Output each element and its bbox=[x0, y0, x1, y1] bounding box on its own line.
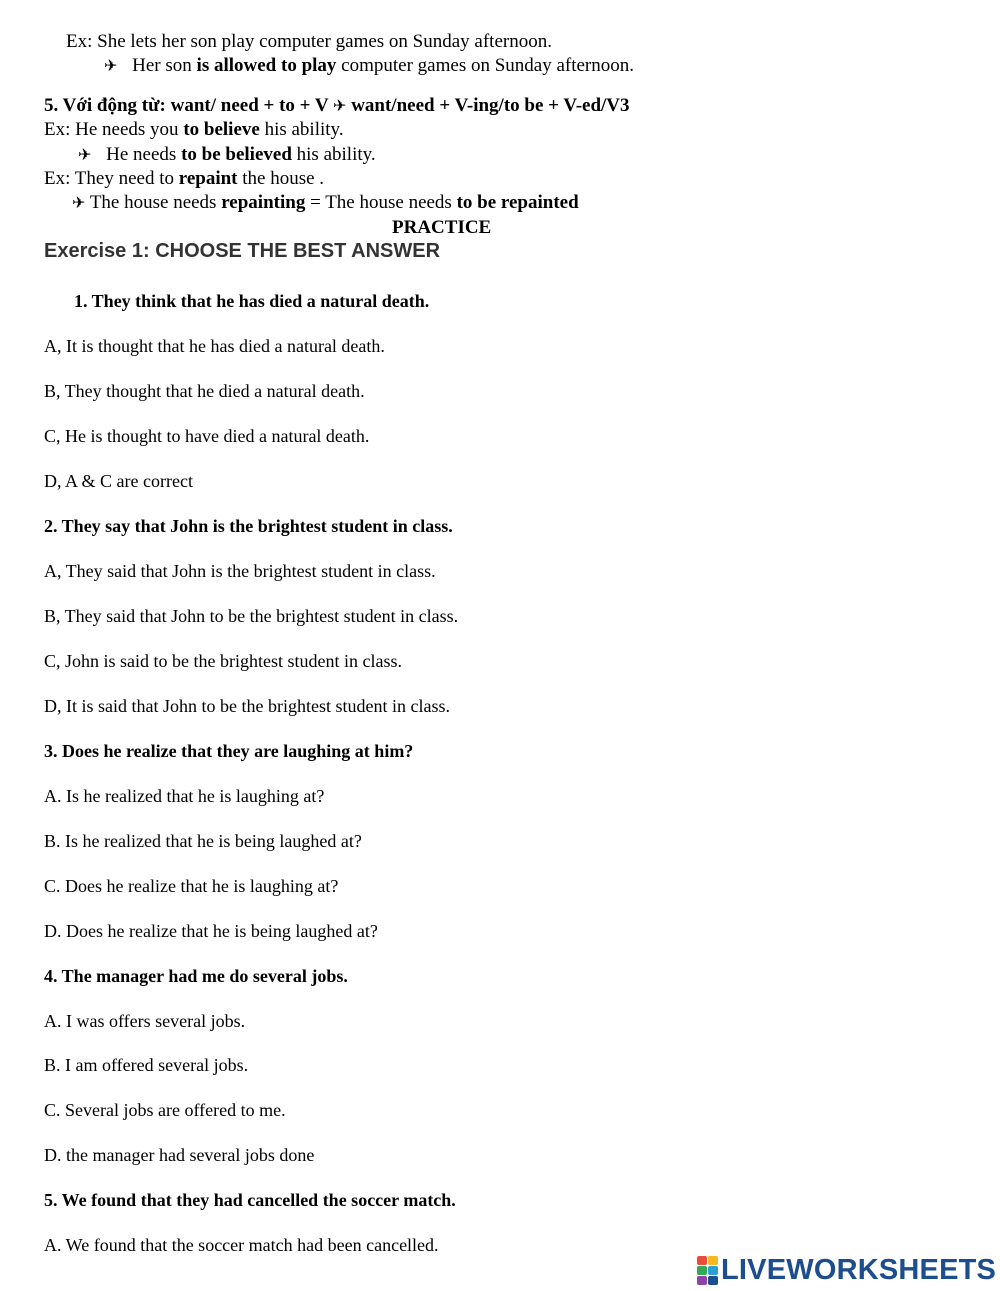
answer-option[interactable]: D. Does he realize that he is being laughed at? bbox=[44, 921, 378, 941]
exercise-title: Exercise 1: CHOOSE THE BEST ANSWER bbox=[44, 240, 441, 262]
rule-heading: 5. Với động từ: want/ need + to + V ✈ want/need + V-ing/to be + V-ed/V3 bbox=[44, 95, 630, 116]
answer-option[interactable]: C. Does he realize that he is laughing at? bbox=[44, 876, 339, 896]
question-stem: 4. The manager had me do several jobs. bbox=[44, 966, 348, 986]
answer-option[interactable]: B. I am offered several jobs. bbox=[44, 1055, 249, 1075]
answer-option[interactable]: D, It is said that John to be the brightest student in class. bbox=[44, 696, 450, 716]
liveworksheets-logo bbox=[697, 1255, 996, 1285]
answer-option[interactable]: A, It is thought that he has died a natural death. bbox=[44, 336, 385, 356]
arrow-icon: ✈ bbox=[72, 193, 86, 212]
example-answer-line: ✈ Her son is allowed to play computer games on Sunday afternoon. bbox=[104, 55, 635, 76]
liveworksheets-logo-text: LIVEWORKSHEETS bbox=[721, 1253, 997, 1286]
arrow-icon: ✈ bbox=[104, 56, 118, 75]
example-line bbox=[66, 32, 552, 51]
example-line: Ex: They need to repaint the house . bbox=[44, 168, 325, 189]
question-stem: 1. They think that he has died a natural death. bbox=[74, 291, 430, 311]
answer-option[interactable]: C. Several jobs are offered to me. bbox=[44, 1100, 286, 1120]
question-stem: 5. We found that they had cancelled the soccer match. bbox=[44, 1190, 456, 1210]
example-line: Ex: He needs you to believe his ability. bbox=[44, 119, 344, 140]
practice-title: PRACTICE bbox=[392, 217, 492, 238]
answer-option[interactable]: B, They said that John to be the brightest student in class. bbox=[44, 606, 459, 626]
example-text: Ex: She lets her son play computer games on Sunday afternoon. bbox=[66, 31, 552, 52]
answer-option[interactable]: D. the manager had several jobs done bbox=[44, 1145, 315, 1165]
answer-option[interactable]: B, They thought that he died a natural death. bbox=[44, 381, 365, 401]
answer-option[interactable]: A. We found that the soccer match had been cancelled. bbox=[44, 1235, 439, 1255]
arrow-icon: ✈ bbox=[333, 96, 347, 115]
liveworksheets-logo-icon bbox=[697, 1256, 717, 1284]
answer-option[interactable]: C, John is said to be the brightest student in class. bbox=[44, 651, 402, 671]
answer-option[interactable]: D, A & C are correct bbox=[44, 471, 193, 491]
answer-option[interactable]: A. Is he realized that he is laughing at? bbox=[44, 786, 325, 806]
answer-option[interactable]: C, He is thought to have died a natural death. bbox=[44, 426, 370, 446]
arrow-icon: ✈ bbox=[78, 145, 92, 164]
answer-option[interactable]: A. I was offers several jobs. bbox=[44, 1011, 246, 1031]
answer-option[interactable]: B. Is he realized that he is being laughed at? bbox=[44, 831, 362, 851]
answer-option[interactable]: A, They said that John is the brightest student in class. bbox=[44, 561, 436, 581]
question-stem: 3. Does he realize that they are laughing at him? bbox=[44, 741, 414, 761]
example-answer-line: ✈ The house needs repainting = The house needs to be repainted bbox=[72, 192, 579, 213]
question-stem: 2. They say that John is the brightest student in class. bbox=[44, 516, 453, 536]
example-answer-line: ✈ He needs to be believed his ability. bbox=[78, 144, 376, 165]
